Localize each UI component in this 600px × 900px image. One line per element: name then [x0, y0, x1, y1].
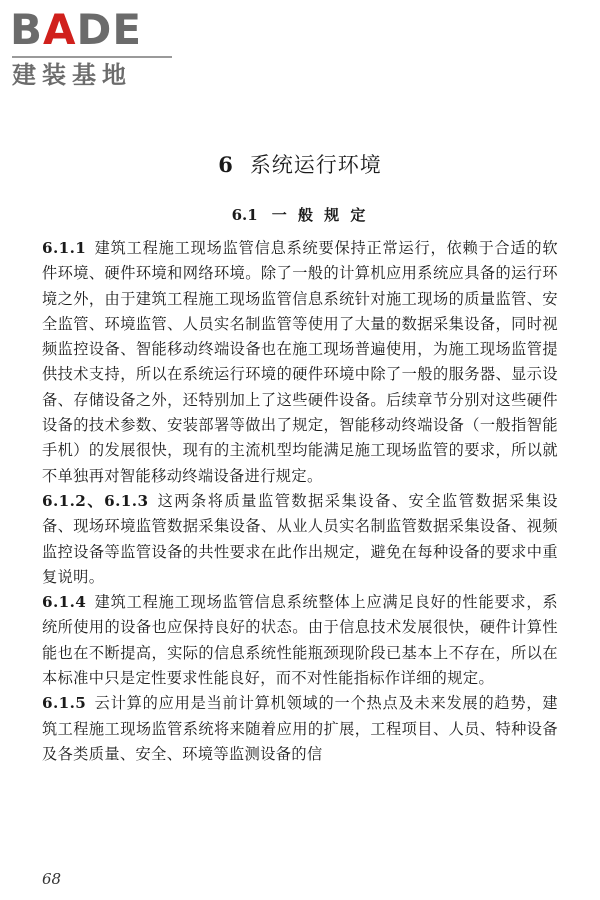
clause-paragraph: [42, 489, 558, 590]
page-number: 68: [42, 870, 62, 888]
section-number: 6.1: [231, 206, 258, 224]
clause-text: 建筑工程施工现场监管信息系统整体上应满足良好的性能要求，系统所使用的设备也应保持良好的状态。由于信息技术发展很快，硬件计算性能也在不断提高，实际的信息系统性能瓶颈现阶段已基本上不存在，所以在本标准中只是定性要求性能良好，而不对性能指标作详细的规定。: [42, 593, 558, 688]
logo-letters-de: DE: [76, 5, 143, 54]
section-title: 一 般 规 定: [271, 206, 369, 224]
chapter-heading: [0, 150, 600, 180]
clause-number: 6.1.2、6.1.3: [42, 491, 149, 510]
logo-letter-a: A: [43, 5, 77, 54]
logo-wordmark: [10, 6, 142, 54]
chapter-title: 系统运行环境: [249, 153, 382, 177]
bade-logo: [10, 6, 180, 90]
clause-paragraph: [42, 691, 558, 767]
clause-text: 这两条将质量监管数据采集设备、安全监管数据采集设备、现场环境监管数据采集设备、从业人员实名制监管数据采集设备、视频监控设备等监管设备的共性要求在此作出规定，避免在每种设备的要求中重复说明。: [42, 491, 558, 586]
logo-divider: [12, 56, 172, 58]
clause-paragraph: [42, 590, 558, 691]
logo-letter-b: B: [10, 5, 44, 54]
section-heading: [0, 203, 600, 227]
clause-number: 6.1.4: [42, 593, 87, 612]
logo-subtitle: 建装基地: [12, 61, 132, 89]
clause-text: 云计算的应用是当前计算机领域的一个热点及未来发展的趋势，建筑工程施工现场监管系统将来随着应用的扩展，工程项目、人员、特种设备及各类质量、安全、环境等监测设备的信: [42, 694, 558, 763]
clause-text: 建筑工程施工现场监管信息系统要保持正常运行，依赖于合适的软件环境、硬件环境和网络环境。除了一般的计算机应用系统应具备的运行环境之外，由于建筑工程施工现场监管信息系统针对施工现场的质量监管、安全监管、环境监管、人员实名制监管等使用了大量的数据采集设备，同时视频监控设备、智能移动终端设备也在施工现场普遍使用，为施工现场监管提供技术支持，所以在系统运行环境的硬件环境中除了一般的服务器、显示设备、存储设备之外，还特别加上了这些硬件设备。后续章节分别对这些硬件设备的技术参数、安装部署等做出了规定，智能移动终端设备（一般指智能手机）的发展很快，现有的主流机型均能满足施工现场监管的要求，所以就不单独再对智能移动终端设备进行规定。: [42, 239, 558, 485]
clause-number: 6.1.5: [42, 694, 87, 713]
chapter-number: 6: [218, 152, 234, 177]
clause-number: 6.1.1: [42, 239, 87, 257]
clause-paragraph: [42, 236, 558, 489]
body-text: [42, 236, 558, 767]
